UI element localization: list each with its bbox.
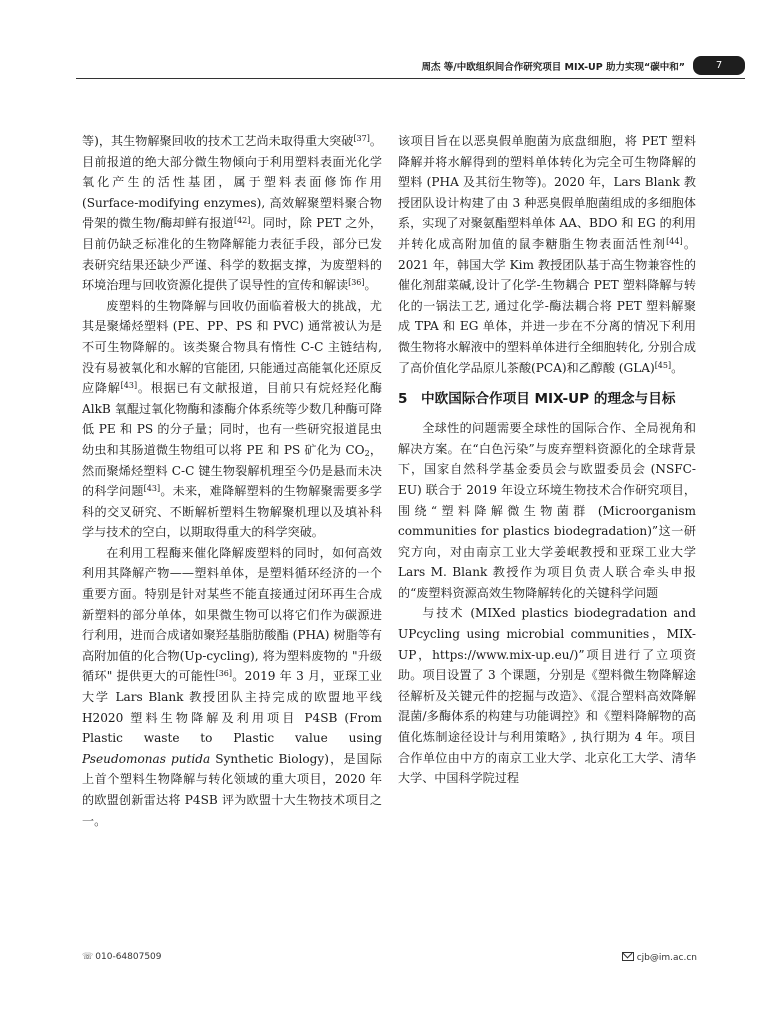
citation: [44] [666,236,683,246]
citation: [42] [233,216,251,226]
paragraph [82,543,382,831]
text-run: 等)，其生物解聚回收的技术工艺尚未取得重大突破 [82,134,354,148]
text-run: Synthetic Biology)，是国际上首个塑料生物降解与转化领域的重大项目，2020 年的欧盟创新雷达将 P4SB 评为欧盟十大生物技术项目之一。 [82,751,382,828]
mail-icon [622,952,634,961]
text-run: 。 [364,278,377,293]
text-run: 。2019 年 3 月，亚琛工业大学 Lars Blank 教授团队主持完成的欧盟地平线 H2020 塑料生物降解及利用项目 P4SB (From Plastic waste to Plastic value using [82,669,382,746]
citation: [43] [120,381,138,391]
subscript: 2 [364,448,370,458]
left-column [82,131,382,831]
phone-icon: ☏ [82,952,94,962]
running-header [0,56,773,78]
text-run: 该项目旨在以恶臭假单胞菌为底盘细胞，将 PET 塑料降解并将水解得到的塑料单体转化为完全可生物降解的塑料 (PHA 及其衍生物等)。2020 年，Lars Blank 教授团队设计构建了由 3 种恶臭假单胞菌组成的多细胞体系，实现了对聚氨酯塑料单体 AA、BDO 和 EG 的利用并转化成高附加值的鼠李糖脂生物表面活性剂 [398,134,696,251]
paragraph [82,296,382,543]
citation: [37] [353,134,370,143]
page-footer [82,952,697,972]
citation: [45] [654,360,672,370]
paragraph: 与技术 (MIXed plastics biodegradation and UPcycling using microbial communities，MIX-UP，https://www.mix-up.eu/)”项目进行了立项资助。项目设置了 3 个课题，分别是《塑料微生物降解途径解析及关键元件的挖掘与改造》、《混合塑料高效降解混菌/多酶体系的构建与功能调控》和《塑料降解物的高值化炼制途径设计与利用策略》, 执行期为 4 年。项目合作单位由中方的南京工业大学、北京化工大学、清华大学、中国科学院过程 [398,606,696,786]
header-rule [76,78,745,79]
text-run: 。未来，难降解塑料的生物解聚需要多学科的交叉研究、不断解析塑料生物解聚机理以及填补科学与技术的空白，以期取得重大的科学突破。 [82,484,382,540]
citation: [36] [215,669,232,679]
species-name: Pseudomonas putida [82,751,211,766]
running-title: 周杰 等/中欧组织间合作研究项目 MIX-UP 助力实现“碳中和” [421,62,685,73]
paragraph [398,131,696,378]
text-run: 。2021 年，韩国大学 Kim 教授团队基于高生物兼容性的催化剂甜菜碱,设计了化学-生物耦合 PET 塑料降解与转化的一锅法工艺, 通过化学-酶法耦合将 PET 塑料解聚成 TPA 和 EG 单体，并进一步在不分离的情况下利用微生物将水解液中的塑料单体进行全细胞转化, 分别合成了高价值化学品原儿茶酸(PCA)和乙醇酸 (GLA) [398,236,696,375]
text-run: 。目前报道的绝大部分微生物倾向于利用塑料表面光化学氧化产生的活性基团，属于塑料表面修饰作用 (Surface-modifying enzymes), 高效解聚塑料聚合物骨架的微生物/酶却鲜有报道 [82,134,382,231]
text-run: 在利用工程酶来催化降解废塑料的同时，如何高效利用其降解产物——塑料单体，是塑料循环经济的一个重要方面。特别是针对某些不能直接通过闭环再生合成新塑料的部分单体，如果微生物可以将它们作为碳源进行利用，进而合成诸如聚羟基脂肪酸酯 (PHA) 树脂等有高附加值的化合物(Up-cycling), 将为塑料废物的 "升级循环" 提供更大的可能性 [82,545,382,684]
text-run: 。根据已有文献报道，目前只有烷烃羟化酶 AlkB 氧醌过氧化物酶和漆酶介体系统等少数几种酶可降低 PE 和 PS 的分子量；同时，也有一些研究报道昆虫幼虫和其肠道微生物组可以将 PE 和 PS 矿化为 CO [82,381,382,457]
citation: [36] [348,278,365,288]
text-run: ，然而聚烯烃塑料 C-C 键生物裂解机理至今仍是悬而未决的科学问题 [82,442,382,499]
text-run: 废塑料的生物降解与回收仍面临着极大的挑战，尤其是聚烯烃塑料 (PE、PP、PS 和 PVC) 通常被认为是不可生物降解的。该类聚合物具有惰性 C-C 主链结构, 没有易被氧化和水解的官能团, 只能通过高能氧化还原反应降解 [82,298,382,396]
section-heading: 5 中欧国际合作项目 MIX-UP 的理念与目标 [398,391,676,408]
paragraph: 全球性的问题需要全球性的国际合作、全局视角和解决方案。在“白色污染”与废弃塑料资源化的全球背景下，国家自然科学基金委员会与欧盟委员会 (NSFC-EU) 联合于 2019 年设立环境生物技术合作研究项目，围绕“塑料降解微生物菌群 (Microorganism communities for plastics biodegradation)”这一研究方向，对由南京工业大学姜岷教授和亚琛工业大学 Lars M. Blank 教授作为项目负责人联合牵头申报的“废塑料资源高效生物降解转化的关键科学问题 [398,421,696,600]
email-address: cjb@im.ac.cn [636,953,697,963]
text-run: 。同时，除 PET 之外，目前仍缺乏标准化的生物降解能力表征手段，部分已发表研究结果还缺少严谨、科学的数据支撑，为废塑料的环境治理与回收资源化提供了误导性的宣传和解读 [82,216,382,293]
footer-email [622,952,697,963]
paragraph [82,131,382,296]
footer-phone [82,952,162,962]
right-column [398,131,696,789]
citation: [43] [143,484,161,494]
page-number: 7 [693,56,745,75]
text-run: 。 [671,360,684,375]
phone-number: 010-64807509 [95,952,162,962]
